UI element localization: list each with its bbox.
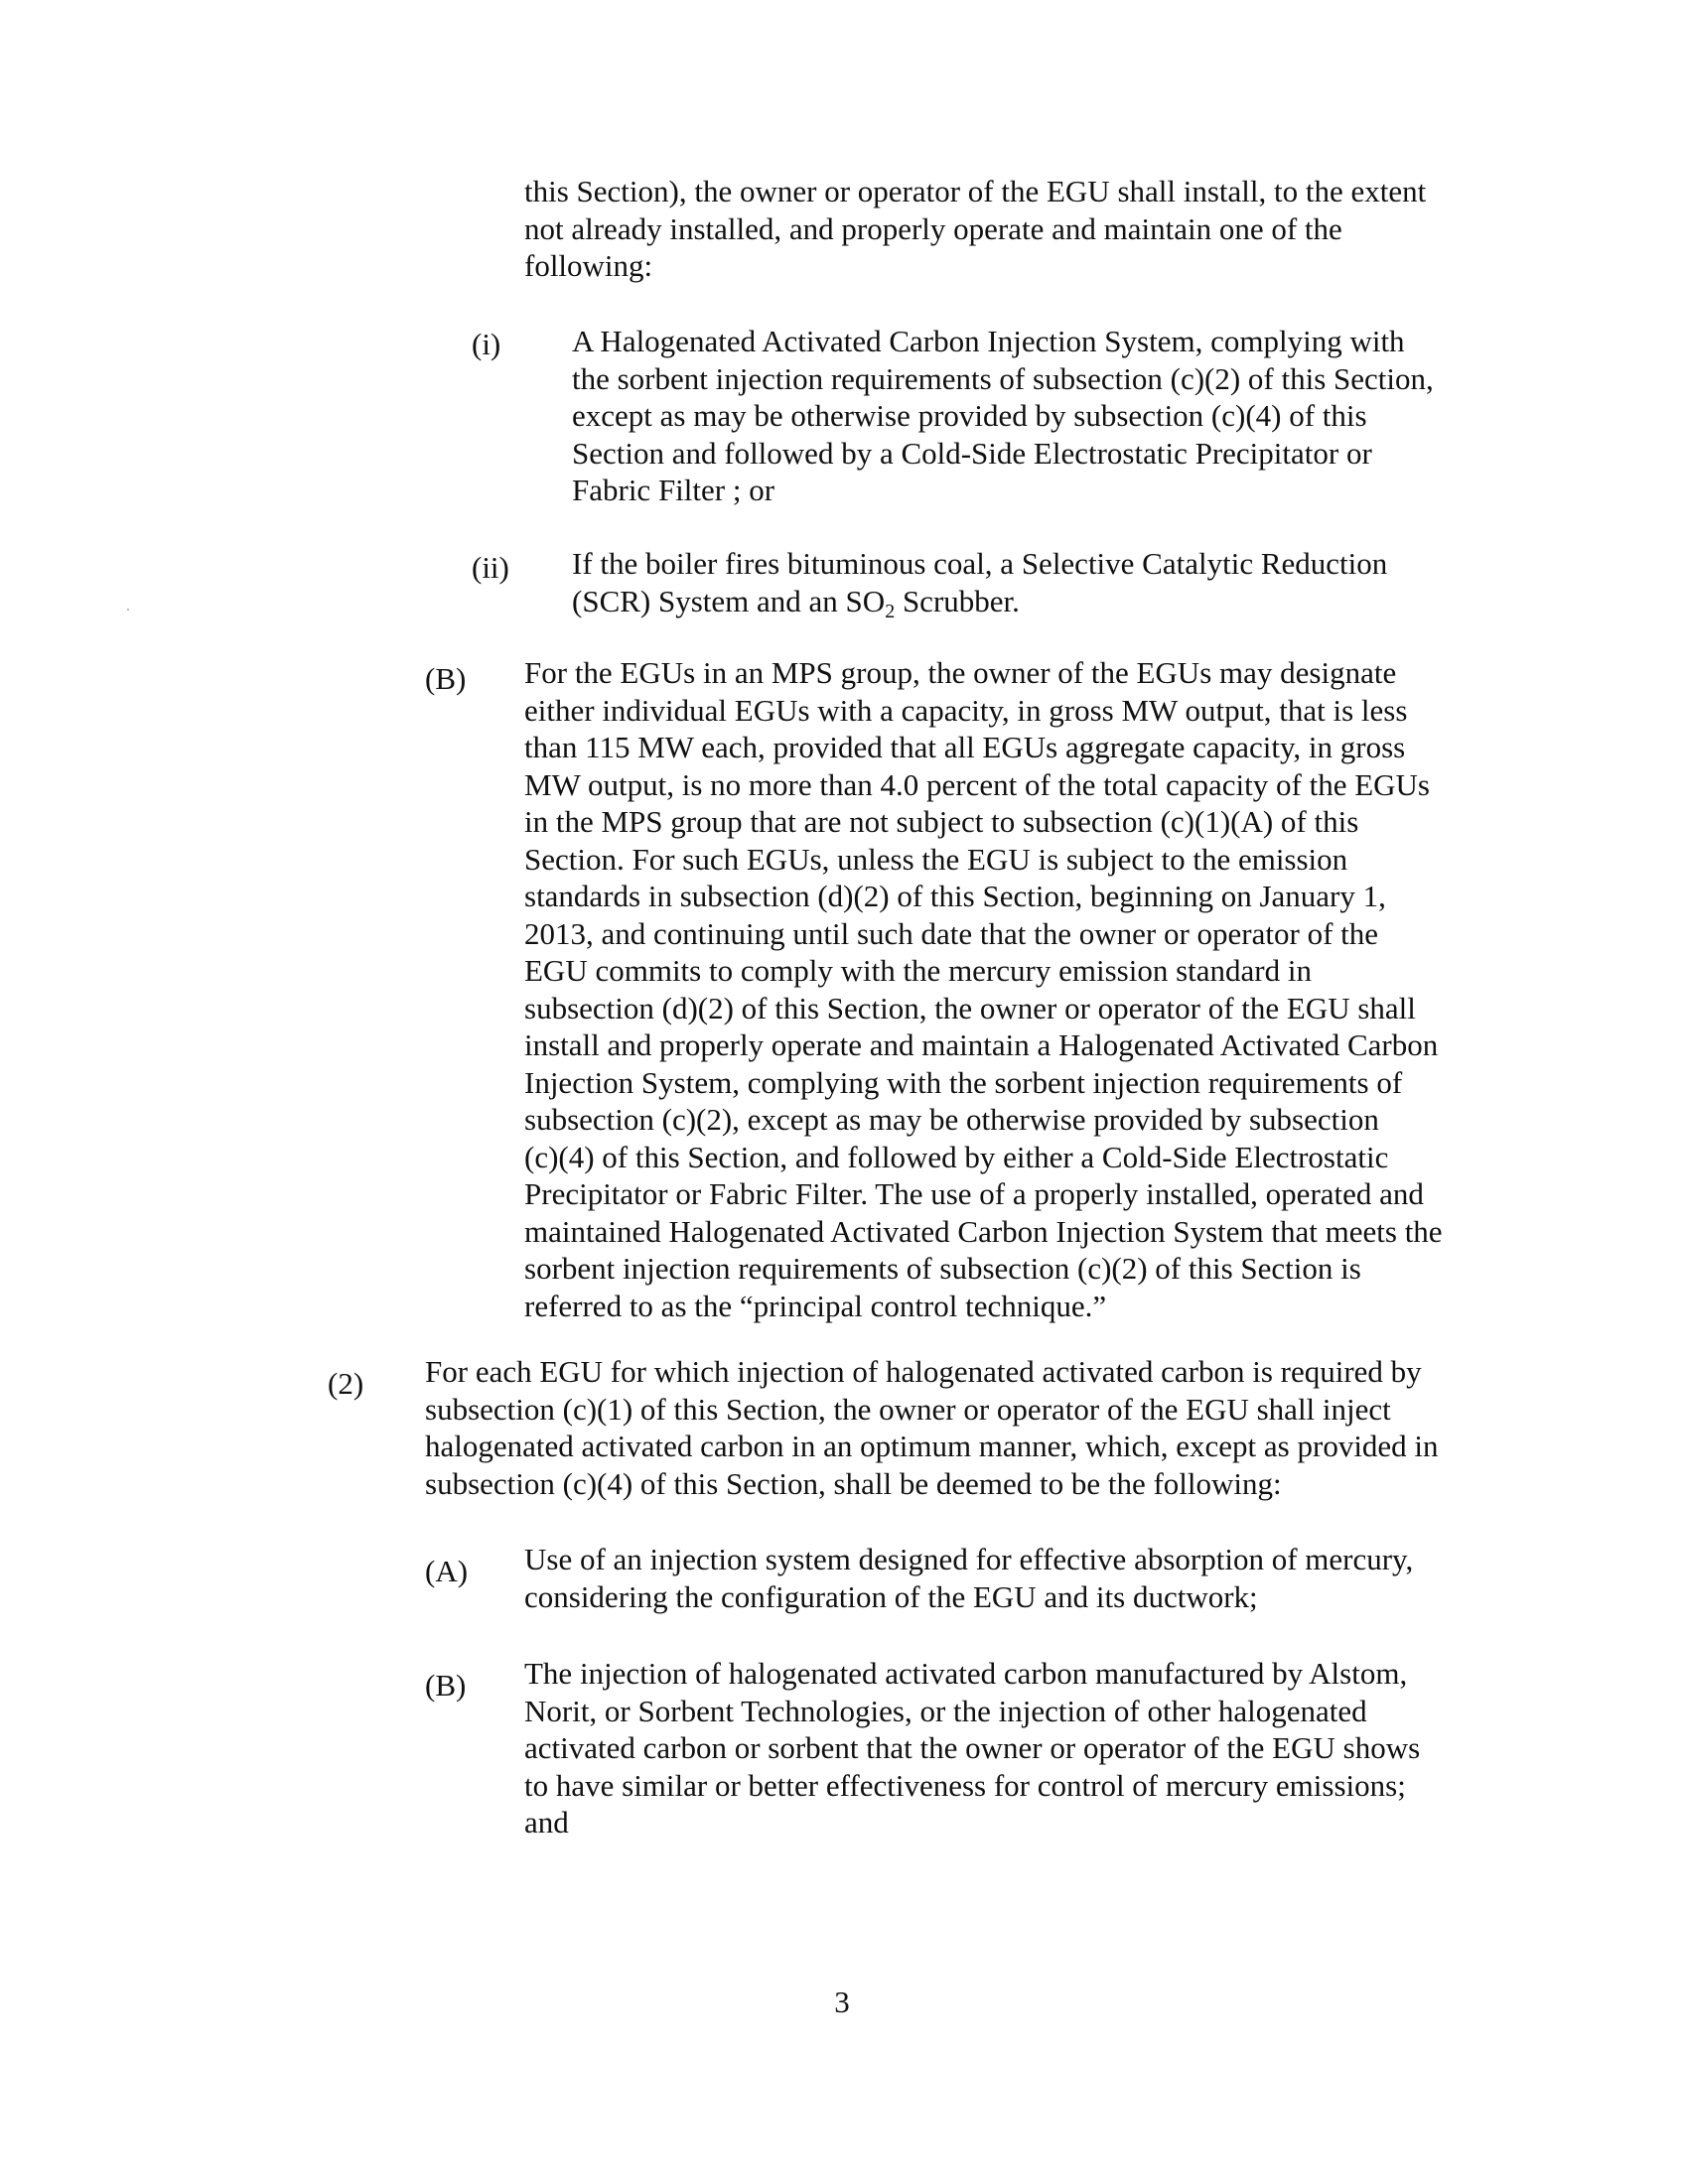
item-ii-label: (ii) <box>472 550 509 585</box>
item-B1-line: Precipitator or Fabric Filter. The use of a properly installed, operated and <box>524 1176 1424 1211</box>
item-B1-line: install and properly operate and maintain a Halogenated Activated Carbon <box>524 1027 1439 1062</box>
item-A2-text <box>524 1541 1413 1615</box>
item-i-line: Fabric Filter ; or <box>572 473 775 507</box>
item-B1-label: (B) <box>425 661 467 696</box>
item-B2-line: activated carbon or sorbent that the owner or operator of the EGU shows <box>524 1730 1421 1765</box>
scan-speck <box>127 609 129 611</box>
item-2-label: (2) <box>328 1366 364 1401</box>
intro-paragraph <box>524 173 1426 285</box>
item-B1-line: referred to as the “principal control technique.” <box>524 1288 1107 1323</box>
item-B1-line: (c)(4) of this Section, and followed by either a Cold-Side Electrostatic <box>524 1139 1389 1174</box>
item-B1-line: either individual EGUs with a capacity, in gross MW output, that is less <box>524 692 1408 728</box>
item-B1-line: in the MPS group that are not subject to subsection (c)(1)(A) of this <box>524 804 1359 839</box>
item-i-text <box>572 323 1434 509</box>
item-A2-line: considering the configuration of the EGU and its ductwork; <box>524 1578 1258 1614</box>
item-2-line: halogenated activated carbon in an optimum manner, which, except as provided in <box>425 1429 1439 1463</box>
item-ii-line-end: Scrubber. <box>895 583 1020 618</box>
item-i-line: A Halogenated Activated Carbon Injection System, complying with <box>572 324 1405 358</box>
item-2-line: subsection (c)(4) of this Section, shall be deemed to be the following: <box>425 1465 1282 1501</box>
intro-line: following: <box>524 248 653 283</box>
item-B2-label: (B) <box>425 1668 467 1703</box>
item-B2-line: Norit, or Sorbent Technologies, or the injection of other halogenated <box>524 1693 1367 1728</box>
item-B1-text <box>524 654 1443 1324</box>
item-A2-label: (A) <box>425 1554 469 1588</box>
item-B1-line: For the EGUs in an MPS group, the owner of the EGUs may designate <box>524 655 1397 690</box>
item-B1-line: EGU commits to comply with the mercury emission standard in <box>524 953 1312 988</box>
item-2-line: subsection (c)(1) of this Section, the owner or operator of the EGU shall inject <box>425 1391 1391 1427</box>
item-ii-line <box>572 583 1387 631</box>
item-B2-line: to have similar or better effectiveness for control of mercury emissions; <box>524 1767 1406 1803</box>
item-i-line: the sorbent injection requirements of subsection (c)(2) of this Section, <box>572 360 1434 396</box>
page-number: 3 <box>834 1984 850 2019</box>
item-ii-line-start: (SCR) System and an SO <box>572 583 886 618</box>
item-A2-line: Use of an injection system designed for effective absorption of mercury, <box>524 1542 1414 1576</box>
item-B1-line: standards in subsection (d)(2) of this Section, beginning on January 1, <box>524 879 1386 913</box>
item-B1-line: sorbent injection requirements of subsection (c)(2) of this Section is <box>524 1251 1361 1286</box>
item-B1-line: subsection (d)(2) of this Section, the owner or operator of the EGU shall <box>524 990 1416 1025</box>
item-B1-line: than 115 MW each, provided that all EGUs aggregate capacity, in gross <box>524 730 1406 764</box>
intro-line: not already installed, and properly operate and maintain one of the <box>524 210 1342 246</box>
item-B2-line: The injection of halogenated activated carbon manufactured by Alstom, <box>524 1656 1408 1691</box>
item-i-line: except as may be otherwise provided by subsection (c)(4) of this <box>572 398 1367 433</box>
item-B1-line: MW output, is no more than 4.0 percent of the total capacity of the EGUs <box>524 766 1430 802</box>
item-2-line: For each EGU for which injection of halogenated activated carbon is required by <box>425 1354 1422 1389</box>
item-2-text <box>425 1353 1439 1502</box>
so2-subscript: 2 <box>885 600 896 622</box>
intro-line: this Section), the owner or operator of the EGU shall install, to the extent <box>524 174 1427 208</box>
item-B1-line: subsection (c)(2), except as may be otherwise provided by subsection <box>524 1102 1379 1137</box>
item-i-line: Section and followed by a Cold-Side Electrostatic Precipitator or <box>572 435 1372 471</box>
item-B1-line: 2013, and continuing until such date that the owner or operator of the <box>524 915 1379 951</box>
item-B1-line: Injection System, complying with the sorbent injection requirements of <box>524 1064 1403 1100</box>
item-B1-line: Section. For such EGUs, unless the EGU is subject to the emission <box>524 841 1348 877</box>
item-B2-line: and <box>524 1805 569 1840</box>
item-i-label: (i) <box>472 327 501 361</box>
item-ii-text <box>572 545 1387 630</box>
item-B1-line: maintained Halogenated Activated Carbon Injection System that meets the <box>524 1213 1443 1249</box>
item-B2-text <box>524 1655 1420 1842</box>
item-ii-line: If the boiler fires bituminous coal, a Selective Catalytic Reduction <box>572 546 1388 581</box>
